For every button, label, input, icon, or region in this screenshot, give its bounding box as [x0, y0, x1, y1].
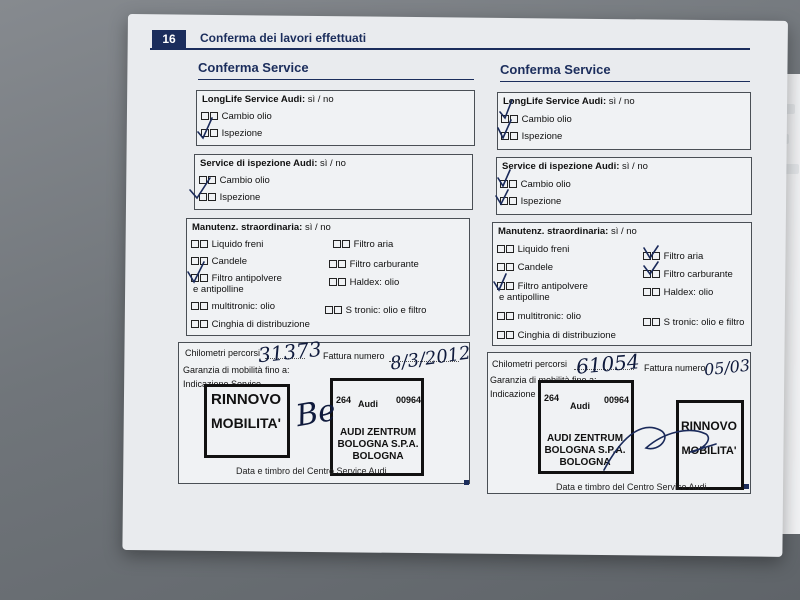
tick-left-ispezione-ispezione: [190, 178, 210, 198]
dealer-code-left: 264: [544, 393, 560, 403]
longlife-choice: sì / no: [307, 94, 334, 105]
left-fattura-handwritten: 8/3/2012: [388, 342, 472, 375]
manutenz-choice: sì / no: [304, 222, 331, 233]
km-label: Chilometri percorsi: [185, 348, 261, 358]
checkbox-cinghia[interactable]: Cinghia di distribuzione: [497, 330, 616, 341]
dealer-line2: BOLOGNA S.P.A.: [544, 445, 626, 456]
right-signature: [604, 427, 716, 470]
checkbox-liquido-freni[interactable]: Liquido freni: [191, 239, 263, 250]
ispezione-label: Service di ispezione Audi:: [200, 158, 318, 169]
checkbox-filtro-aria[interactable]: Filtro aria: [333, 239, 393, 250]
km-label: Chilometri percorsi: [492, 359, 568, 369]
checkbox-filtro-carburante[interactable]: Filtro carburante: [329, 259, 419, 270]
checkbox-cambio-olio[interactable]: Cambio olio: [201, 111, 272, 122]
dealer-line3: BOLOGNA: [352, 451, 404, 462]
indicazione-label: Indicazione: [490, 389, 536, 399]
dealer-brand: Audi: [570, 401, 590, 411]
longlife-label: LongLife Service Audi:: [202, 94, 306, 105]
rinnovo-line1: RINNOVO: [210, 391, 281, 408]
rinnovo-line2: MOBILITA': [681, 445, 737, 457]
ispezione-choice: sì / no: [320, 158, 346, 169]
rinnovo-line2: MOBILITA': [211, 415, 281, 431]
page-title: Conferma dei lavori effettuati: [200, 31, 367, 45]
checkbox-haldex[interactable]: Haldex: olio: [643, 287, 713, 298]
checkbox-ispezione[interactable]: Ispezione: [199, 192, 260, 203]
tick-right-filtro-carburante: [644, 262, 658, 274]
fattura-label: Fattura numero: [323, 351, 385, 361]
right-section-title: Conferma Service: [500, 62, 611, 77]
manutenz-label: Manutenz. straordinaria:: [192, 222, 303, 233]
checkbox-candele[interactable]: Candele: [191, 256, 247, 267]
checkbox-multitronic[interactable]: multitronic: olio: [191, 301, 275, 312]
checkbox-filtro-antipolvere[interactable]: Filtro antipolvere: [497, 281, 588, 292]
manutenz-label: Manutenz. straordinaria:: [498, 226, 609, 237]
page-number: 16: [152, 30, 186, 48]
right-km-handwritten: 61054: [575, 349, 641, 379]
filtro-antipolvere-cont: e antipolline: [193, 284, 244, 295]
tick-left-filtro-antipolvere: [188, 262, 204, 282]
dealer-line3: BOLOGNA: [559, 457, 611, 468]
longlife-label: LongLife Service Audi:: [503, 96, 607, 107]
fattura-label: Fattura numero: [644, 363, 706, 373]
dealer-code-right: 00964: [396, 395, 422, 405]
checkbox-ispezione[interactable]: Ispezione: [501, 131, 562, 142]
checkbox-candele[interactable]: Candele: [497, 262, 553, 273]
checkbox-multitronic[interactable]: multitronic: olio: [497, 311, 581, 322]
tick-right-filtro-antipolvere: [494, 274, 506, 290]
dealer-line2: BOLOGNA S.P.A.: [337, 439, 419, 450]
checkbox-filtro-carburante[interactable]: Filtro carburante: [643, 269, 733, 280]
checkbox-cambio-olio[interactable]: Cambio olio: [199, 175, 270, 186]
indicazione-label: Indicazione Service: [183, 379, 262, 389]
checkbox-ispezione[interactable]: Ispezione: [201, 128, 262, 139]
garanzia-label: Garanzia di mobilità fino a:: [183, 365, 290, 375]
tick-right-cambio-olio: [500, 100, 512, 118]
checkbox-s-tronic[interactable]: S tronic: olio e filtro: [643, 317, 744, 328]
manutenz-choice: sì / no: [610, 226, 637, 237]
checkbox-liquido-freni[interactable]: Liquido freni: [497, 244, 569, 255]
right-caption: Data e timbro del Centro Service Audi: [556, 482, 707, 492]
checkbox-ispezione[interactable]: Ispezione: [500, 196, 561, 207]
right-fattura-handwritten: 05/03: [703, 355, 751, 380]
rinnovo-line1: RINNOVO: [680, 419, 737, 433]
left-section-title: Conferma Service: [198, 60, 309, 75]
left-km-handwritten: 31373: [256, 336, 323, 368]
tick-right-ispezione-ispezione: [496, 190, 508, 204]
checkbox-cambio-olio[interactable]: Cambio olio: [501, 114, 572, 125]
dealer-line1: AUDI ZENTRUM: [339, 427, 417, 438]
tick-left-longlife-ispezione: [198, 118, 212, 138]
dealer-code-left: 264: [336, 395, 352, 405]
garanzia-label: Garanzia di mobilità fino a:: [490, 375, 597, 385]
longlife-choice: sì / no: [608, 96, 635, 107]
checkbox-cambio-olio[interactable]: Cambio olio: [500, 179, 571, 190]
checkbox-filtro-aria[interactable]: Filtro aria: [643, 251, 703, 262]
ispezione-label: Service di ispezione Audi:: [502, 161, 620, 172]
dealer-brand: Audi: [358, 399, 378, 409]
tick-right-filtro-aria: [644, 246, 658, 258]
filtro-antipolvere-cont: e antipolline: [499, 292, 550, 303]
checkbox-cinghia[interactable]: Cinghia di distribuzione: [191, 319, 310, 330]
dealer-code-right: 00964: [604, 395, 630, 405]
tick-right-ispezione-cambio: [498, 170, 510, 186]
dealer-line1: AUDI ZENTRUM: [546, 433, 624, 444]
left-signature: Be: [293, 392, 339, 435]
ispezione-choice: sì / no: [622, 161, 648, 172]
tick-right-ispezione: [498, 120, 511, 138]
checkbox-filtro-antipolvere[interactable]: Filtro antipolvere: [191, 273, 282, 284]
left-caption: Data e timbro del Centro Service Audi: [236, 466, 387, 476]
checkbox-s-tronic[interactable]: S tronic: olio e filtro: [325, 305, 426, 316]
checkbox-haldex[interactable]: Haldex: olio: [329, 277, 399, 288]
